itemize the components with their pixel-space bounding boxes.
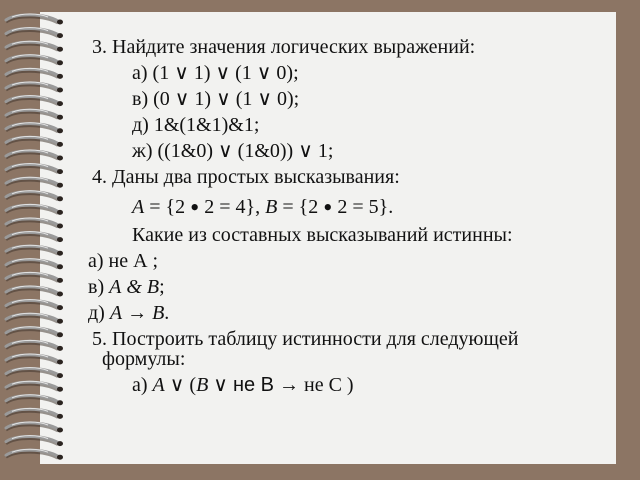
- spiral-coil: [6, 82, 63, 93]
- option-d-prefix: д): [88, 302, 110, 324]
- spiral-coil: [6, 55, 63, 66]
- spiral-coil: [6, 218, 63, 229]
- multiply-dot-icon: •: [190, 193, 200, 222]
- implication-arrow-icon: →: [122, 302, 153, 324]
- spiral-coil: [6, 354, 63, 365]
- spiral-coil: [6, 96, 63, 107]
- task4-option-d: [88, 302, 169, 324]
- spiral-coil: [6, 245, 63, 256]
- spiral-coil: [6, 150, 63, 161]
- spiral-coil: [6, 272, 63, 283]
- spiral-coil: [6, 449, 63, 460]
- spiral-coil: [6, 395, 63, 406]
- def-a-part1: = {2: [144, 196, 191, 218]
- implication-arrow-icon: →: [274, 374, 305, 396]
- task3-item-a: а) (1 ∨ 1) ∨ (1 ∨ 0);: [132, 62, 299, 84]
- spiral-coil: [6, 68, 63, 79]
- spiral-coil: [6, 422, 63, 433]
- def-a-part2: 2 = 4},: [199, 196, 266, 218]
- formula-var-b: В: [196, 374, 209, 396]
- option-d-var-b: В: [152, 302, 165, 324]
- task4-option-a: а) не А ;: [88, 250, 159, 272]
- spiral-coil: [6, 191, 63, 202]
- task3-item-d: д) 1&(1&1)&1;: [132, 114, 260, 136]
- spiral-coil: [6, 123, 63, 134]
- spiral-coil: [6, 300, 63, 311]
- formula-prefix: а): [132, 374, 153, 396]
- formula-or-1: ∨ (: [164, 374, 197, 396]
- formula-tail: не С ): [304, 374, 354, 396]
- task3-heading: 3. Найдите значения логических выражений:: [92, 36, 476, 58]
- spiral-coil: [6, 408, 63, 419]
- spiral-coil: [6, 232, 63, 243]
- formula-not-b: не В: [232, 374, 275, 396]
- spiral-coil: [6, 381, 63, 392]
- task5-heading-line2: формулы:: [102, 348, 186, 370]
- task4-question: Какие из составных высказываний истинны:: [132, 224, 513, 246]
- option-d-var-a: А: [109, 302, 123, 324]
- spiral-coil: [6, 204, 63, 215]
- task4-heading: 4. Даны два простых высказывания:: [92, 166, 400, 188]
- task4-definitions: [132, 193, 394, 222]
- option-d-suffix: .: [164, 302, 170, 324]
- spiral-coil: [6, 109, 63, 120]
- option-v-suffix: ;: [159, 276, 165, 298]
- option-v-expression: А & В: [109, 276, 160, 298]
- spiral-coil: [6, 327, 63, 338]
- spiral-coil: [6, 41, 63, 52]
- spiral-coil: [6, 136, 63, 147]
- spiral-coil: [6, 259, 63, 270]
- spiral-coil: [6, 368, 63, 379]
- task5-formula: [132, 374, 354, 396]
- var-b: B: [265, 196, 278, 218]
- formula-var-a: А: [152, 374, 165, 396]
- spiral-coil: [6, 28, 63, 38]
- def-b-part2: 2 = 5}.: [332, 196, 394, 218]
- spiral-coil: [6, 14, 63, 25]
- task4-option-v: [88, 276, 165, 298]
- spiral-coil: [6, 164, 63, 175]
- multiply-dot-icon: •: [323, 193, 333, 222]
- spiral-coil: [6, 286, 63, 297]
- def-b-part1: = {2: [277, 196, 324, 218]
- task3-item-v: в) (0 ∨ 1) ∨ (1 ∨ 0);: [132, 88, 300, 110]
- spiral-coil: [6, 436, 63, 447]
- spiral-binding: [0, 0, 80, 480]
- task5-heading-line1: 5. Построить таблицу истинности для следующей: [92, 328, 519, 350]
- notebook-page: [40, 12, 616, 464]
- option-v-prefix: в): [88, 276, 110, 298]
- spiral-coil: [6, 313, 63, 324]
- task3-item-zh: ж) ((1&0) ∨ (1&0)) ∨ 1;: [132, 140, 334, 162]
- var-a: A: [132, 196, 145, 218]
- spiral-coil: [6, 177, 63, 188]
- spiral-coil: [6, 340, 63, 351]
- formula-or-2: ∨: [208, 374, 233, 396]
